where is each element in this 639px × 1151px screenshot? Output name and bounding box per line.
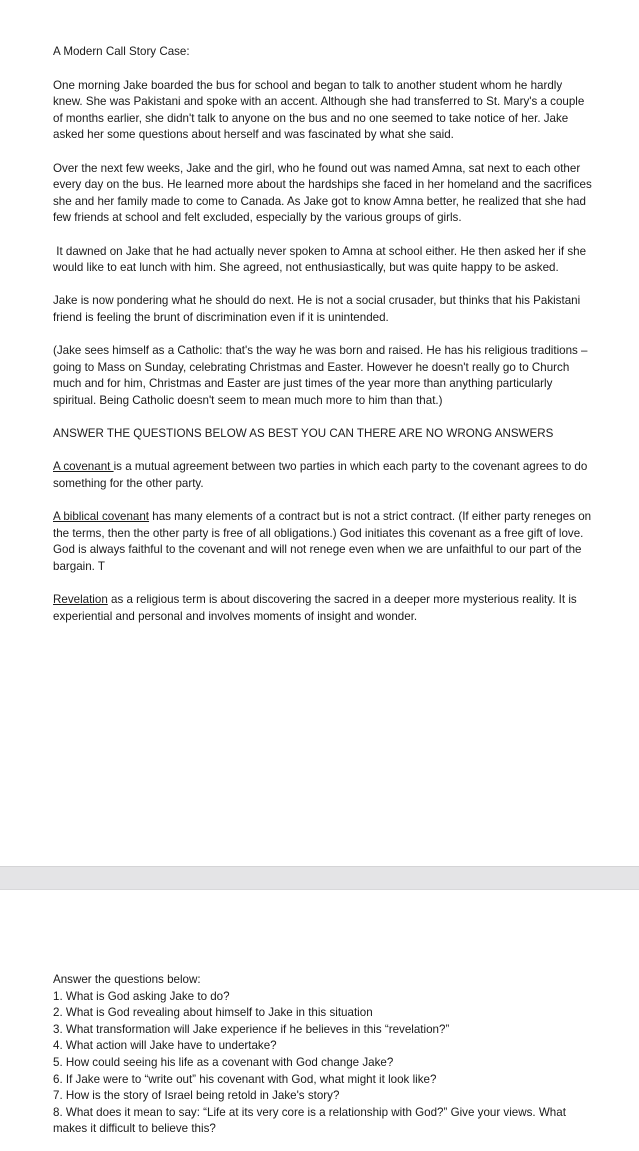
page-2-content (53, 972, 593, 1138)
story-paragraph-2: Over the next few weeks, Jake and the girl, who he found out was named Amna, sat next to each other every day on the bus. He learned more about the hardships she faced in her homeland and the sacrifices she and her family made to come to Canada. As Jake got to know Amna better, he realized that she had few friends at school and felt excluded, especially by the various groups of girls. (53, 161, 592, 225)
document-title: A Modern Call Story Case: (53, 45, 190, 58)
definition-revelation (53, 592, 593, 625)
questions-list (53, 989, 593, 1138)
question-item: 7. How is the story of Israel being retold in Jake's story? (53, 1089, 340, 1103)
question-item: 6. If Jake were to “write out” his covenant with God, what might it look like? (53, 1072, 437, 1086)
definition-covenant-text: is a mutual agreement between two parties in which each party to the covenant agrees to do something for the other party. (53, 460, 588, 490)
story-paragraph-5: (Jake sees himself as a Catholic: that's the way he was born and raised. He has his religious traditions – going to Mass on Sunday, celebrating Christmas and Easter. However he doesn't really go to Church much and for him, Christmas and Easter are just times of the year more than anything particularly spiritual. Being Catholic doesn't seem to mean much more to him than that.) (53, 344, 588, 407)
instructions-heading: ANSWER THE QUESTIONS BELOW AS BEST YOU CAN THERE ARE NO WRONG ANSWERS (53, 427, 554, 441)
question-item: 3. What transformation will Jake experience if he believes in this “revelation?” (53, 1022, 450, 1036)
story-paragraph-4: Jake is now pondering what he should do next. He is not a social crusader, but thinks that his Pakistani friend is feeling the brunt of discrimination even if it is unintended. (53, 294, 581, 324)
definition-biblical-covenant-text: has many elements of a contract but is not a strict contract. (If either party reneges on the terms, then the other party is free of all obligations.) God initiates this covenant as a free gift of love. God is always faithful to the covenant and will not renege even when we are unfaithful to our part of the bargain. T (53, 510, 592, 573)
definition-covenant (53, 459, 593, 492)
definition-biblical-covenant (53, 509, 593, 575)
document-page-2 (0, 890, 639, 1151)
question-item: 4. What action will Jake have to undertake? (53, 1039, 277, 1053)
page-break (0, 866, 639, 890)
question-item: 8. What does it mean to say: “Life at its very core is a relationship with God?” Give your views. What makes it difficult to believe this? (53, 1105, 566, 1136)
question-item: 1. What is God asking Jake to do? (53, 989, 230, 1003)
question-item: 2. What is God revealing about himself to Jake in this situation (53, 1006, 373, 1020)
story-paragraph-3: It dawned on Jake that he had actually never spoken to Amna at school either. He then asked her if she would like to eat lunch with him. She agreed, not enthusiastically, but was quite happy to be asked. (53, 244, 590, 275)
term-covenant: A covenant (53, 460, 114, 474)
questions-intro: Answer the questions below: (53, 973, 201, 986)
definition-revelation-text: as a religious term is about discovering the sacred in a deeper more mysterious reality. It is experiential and personal and involves moments of insight and wonder. (53, 593, 577, 623)
page-1-content (53, 44, 593, 642)
question-item: 5. How could seeing his life as a covenant with God change Jake? (53, 1055, 394, 1069)
story-paragraph-1: One morning Jake boarded the bus for school and began to talk to another student whom he hardly knew. She was Pakistani and spoke with an accent. Although she had transferred to St. Mary's a couple of months earlier, she didn't talk to anyone on the bus and no one seemed to take notice of her. Jake asked her some questions about herself and was fascinated by what she said. (53, 78, 585, 142)
term-biblical-covenant: A biblical covenant (53, 510, 150, 524)
term-revelation: Revelation (53, 593, 108, 606)
